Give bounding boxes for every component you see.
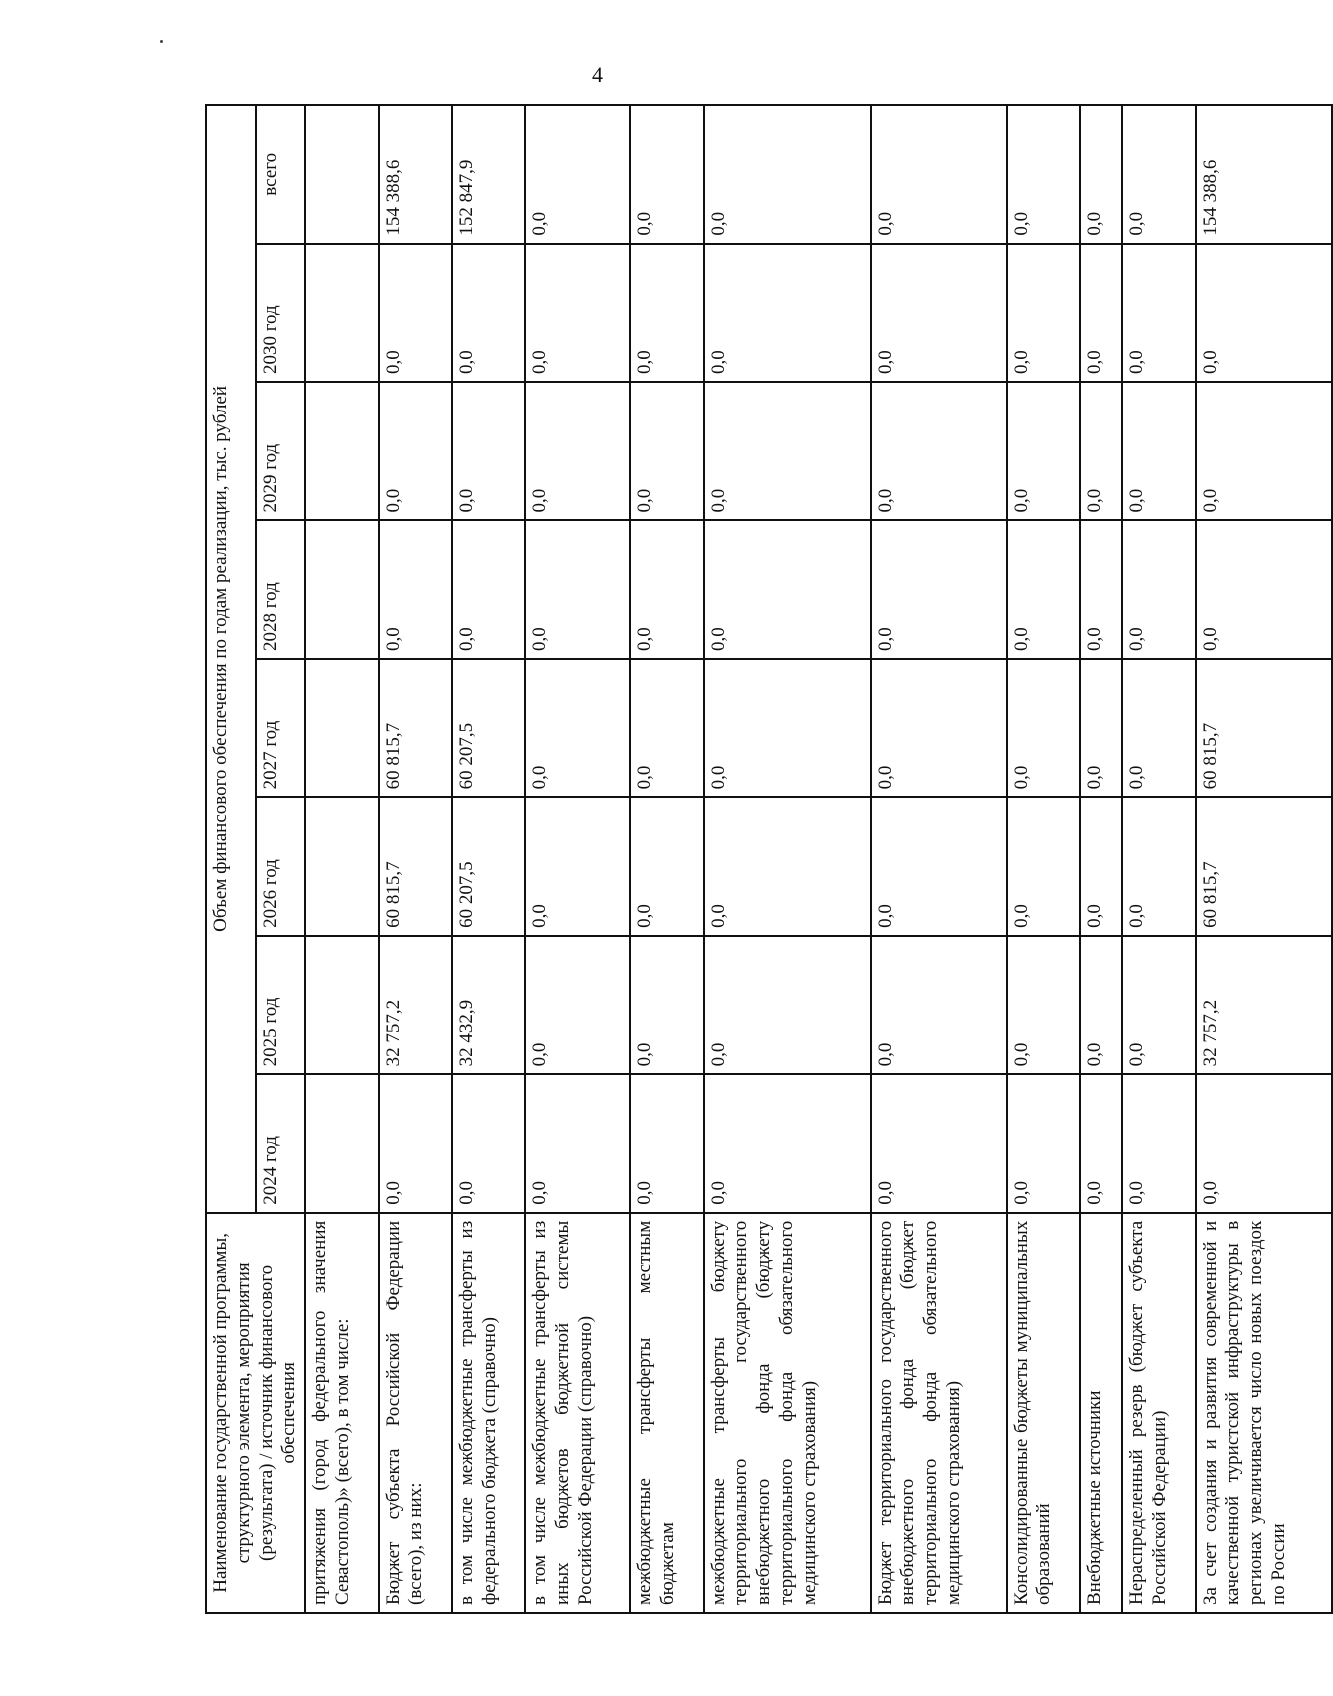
cell-value: 32 757,2 <box>379 936 452 1074</box>
cell-total: 154 388,6 <box>379 105 452 244</box>
table-row <box>704 105 871 1613</box>
cell-value: 0,0 <box>1080 1074 1122 1212</box>
row-name: в том числе межбюджетные трансферты из иных бюджетов бюджетной системы Российской Федерации (справочно) <box>525 1213 630 1613</box>
cell-value <box>305 936 378 1074</box>
cell-total: 0,0 <box>704 105 871 244</box>
header-year: 2027 год <box>256 659 306 797</box>
cell-value: 0,0 <box>630 244 703 382</box>
cell-value: 0,0 <box>379 244 452 382</box>
row-name: в том числе межбюджетные трансферты из федерального бюджета (справочно) <box>452 1213 525 1613</box>
cell-value: 0,0 <box>1007 797 1080 935</box>
cell-value <box>305 521 378 659</box>
cell-value: 0,0 <box>452 382 525 520</box>
cell-value: 0,0 <box>704 244 871 382</box>
table-row <box>379 105 452 1613</box>
cell-value: 0,0 <box>704 1074 871 1212</box>
cell-total: 0,0 <box>871 105 1007 244</box>
cell-value: 0,0 <box>1080 659 1122 797</box>
cell-value: 60 815,7 <box>1196 797 1332 935</box>
cell-value <box>305 1074 378 1212</box>
cell-value: 60 815,7 <box>379 659 452 797</box>
cell-value: 0,0 <box>1122 936 1195 1074</box>
cell-value: 0,0 <box>1080 244 1122 382</box>
table-row <box>525 105 630 1613</box>
cell-value: 60 207,5 <box>452 797 525 935</box>
row-name: межбюджетные трансферты бюджету территориального государственного внебюджетного фонда (бюджету территориального фонда обязательного медицинского страхования) <box>704 1213 871 1613</box>
cell-value: 0,0 <box>379 382 452 520</box>
cell-total: 0,0 <box>1122 105 1195 244</box>
cell-total: 0,0 <box>630 105 703 244</box>
cell-value <box>305 382 378 520</box>
cell-value: 0,0 <box>871 659 1007 797</box>
header-year: 2026 год <box>256 797 306 935</box>
cell-value: 0,0 <box>871 936 1007 1074</box>
cell-value: 0,0 <box>1080 382 1122 520</box>
cell-value: 0,0 <box>1122 797 1195 935</box>
cell-value: 0,0 <box>1122 382 1195 520</box>
cell-value: 0,0 <box>525 244 630 382</box>
cell-total <box>305 105 378 244</box>
header-row-1 <box>206 105 256 1613</box>
cell-total: 152 847,9 <box>452 105 525 244</box>
cell-total: 0,0 <box>1080 105 1122 244</box>
header-name-column: Наименование государственной программы, структурного элемента, мероприятия (результата) / источник финансового обеспечения <box>206 1213 305 1613</box>
header-year: 2029 год <box>256 382 306 520</box>
table-row <box>1080 105 1122 1613</box>
cell-value <box>305 244 378 382</box>
cell-value: 0,0 <box>525 1074 630 1212</box>
cell-total: 0,0 <box>525 105 630 244</box>
cell-value: 0,0 <box>704 521 871 659</box>
cell-value: 0,0 <box>704 797 871 935</box>
cell-value: 0,0 <box>1007 659 1080 797</box>
table-row <box>305 105 378 1613</box>
cell-value: 0,0 <box>871 521 1007 659</box>
cell-value: 0,0 <box>1007 521 1080 659</box>
cell-value: 0,0 <box>525 659 630 797</box>
cell-value: 0,0 <box>379 521 452 659</box>
header-year: 2024 год <box>256 1074 306 1212</box>
cell-value: 0,0 <box>525 936 630 1074</box>
row-name: межбюджетные трансферты местным бюджетам <box>630 1213 703 1613</box>
funding-table <box>205 104 1333 1614</box>
cell-value: 0,0 <box>1080 521 1122 659</box>
cell-value: 0,0 <box>452 244 525 382</box>
row-name: притяжения (город федерального значения Севастополь)» (всего), в том числе: <box>305 1213 378 1613</box>
rotated-table-wrapper <box>205 104 1295 1614</box>
header-year: 2025 год <box>256 936 306 1074</box>
cell-value: 0,0 <box>1122 1074 1195 1212</box>
cell-value: 0,0 <box>630 659 703 797</box>
cell-value <box>305 659 378 797</box>
scan-dot <box>160 40 163 43</box>
cell-value: 0,0 <box>525 382 630 520</box>
cell-value: 0,0 <box>1122 244 1195 382</box>
cell-value: 60 815,7 <box>379 797 452 935</box>
cell-value: 0,0 <box>871 382 1007 520</box>
cell-value: 60 207,5 <box>452 659 525 797</box>
header-year: 2030 год <box>256 244 306 382</box>
cell-value: 0,0 <box>452 521 525 659</box>
table-row <box>1122 105 1195 1613</box>
cell-value: 32 757,2 <box>1196 936 1332 1074</box>
row-name: Консолидированные бюджеты муниципальных образований <box>1007 1213 1080 1613</box>
row-name: Бюджет субъекта Российской Федерации (всего), из них: <box>379 1213 452 1613</box>
cell-value: 0,0 <box>1196 382 1332 520</box>
header-funding-group: Объем финансового обеспечения по годам реализации, тыс. рублей <box>206 105 256 1213</box>
table-row <box>1196 105 1332 1613</box>
row-name: Нераспределенный резерв (бюджет субъекта Российской Федерации) <box>1122 1213 1195 1613</box>
table-row <box>871 105 1007 1613</box>
cell-value: 0,0 <box>1007 382 1080 520</box>
cell-value: 32 432,9 <box>452 936 525 1074</box>
cell-total: 154 388,6 <box>1196 105 1332 244</box>
cell-value: 0,0 <box>630 382 703 520</box>
cell-value: 0,0 <box>871 1074 1007 1212</box>
row-name: Бюджет территориального государственного внебюджетного фонда (бюджет территориального фонда обязательного медицинского страхования) <box>871 1213 1007 1613</box>
cell-value: 0,0 <box>630 797 703 935</box>
cell-value: 0,0 <box>1122 659 1195 797</box>
table-row <box>452 105 525 1613</box>
header-year: 2028 год <box>256 521 306 659</box>
cell-value: 0,0 <box>1007 936 1080 1074</box>
cell-value: 0,0 <box>1007 244 1080 382</box>
cell-value: 0,0 <box>1196 521 1332 659</box>
cell-value: 0,0 <box>704 659 871 797</box>
cell-value <box>305 797 378 935</box>
cell-value: 0,0 <box>871 244 1007 382</box>
header-total: всего <box>256 105 306 244</box>
cell-value: 0,0 <box>1196 244 1332 382</box>
cell-value: 0,0 <box>525 521 630 659</box>
table-row <box>630 105 703 1613</box>
cell-value: 0,0 <box>630 936 703 1074</box>
cell-value: 0,0 <box>704 936 871 1074</box>
cell-value: 0,0 <box>1007 1074 1080 1212</box>
cell-value: 0,0 <box>452 1074 525 1212</box>
cell-value: 0,0 <box>525 797 630 935</box>
cell-value: 0,0 <box>630 521 703 659</box>
cell-value: 0,0 <box>704 382 871 520</box>
cell-value: 0,0 <box>1196 1074 1332 1212</box>
row-name: За счет создания и развития современной и качественной туристской инфраструктуры в регионах увеличивается число новых поездок по России <box>1196 1213 1332 1613</box>
cell-value: 60 815,7 <box>1196 659 1332 797</box>
cell-value: 0,0 <box>1080 797 1122 935</box>
table-body <box>305 105 1331 1613</box>
table-row <box>1007 105 1080 1613</box>
cell-value: 0,0 <box>379 1074 452 1212</box>
cell-value: 0,0 <box>1080 936 1122 1074</box>
cell-value: 0,0 <box>1122 521 1195 659</box>
page-number: 4 <box>592 62 603 87</box>
cell-value: 0,0 <box>630 1074 703 1212</box>
row-name: Внебюджетные источники <box>1080 1213 1122 1613</box>
cell-value: 0,0 <box>871 797 1007 935</box>
cell-total: 0,0 <box>1007 105 1080 244</box>
